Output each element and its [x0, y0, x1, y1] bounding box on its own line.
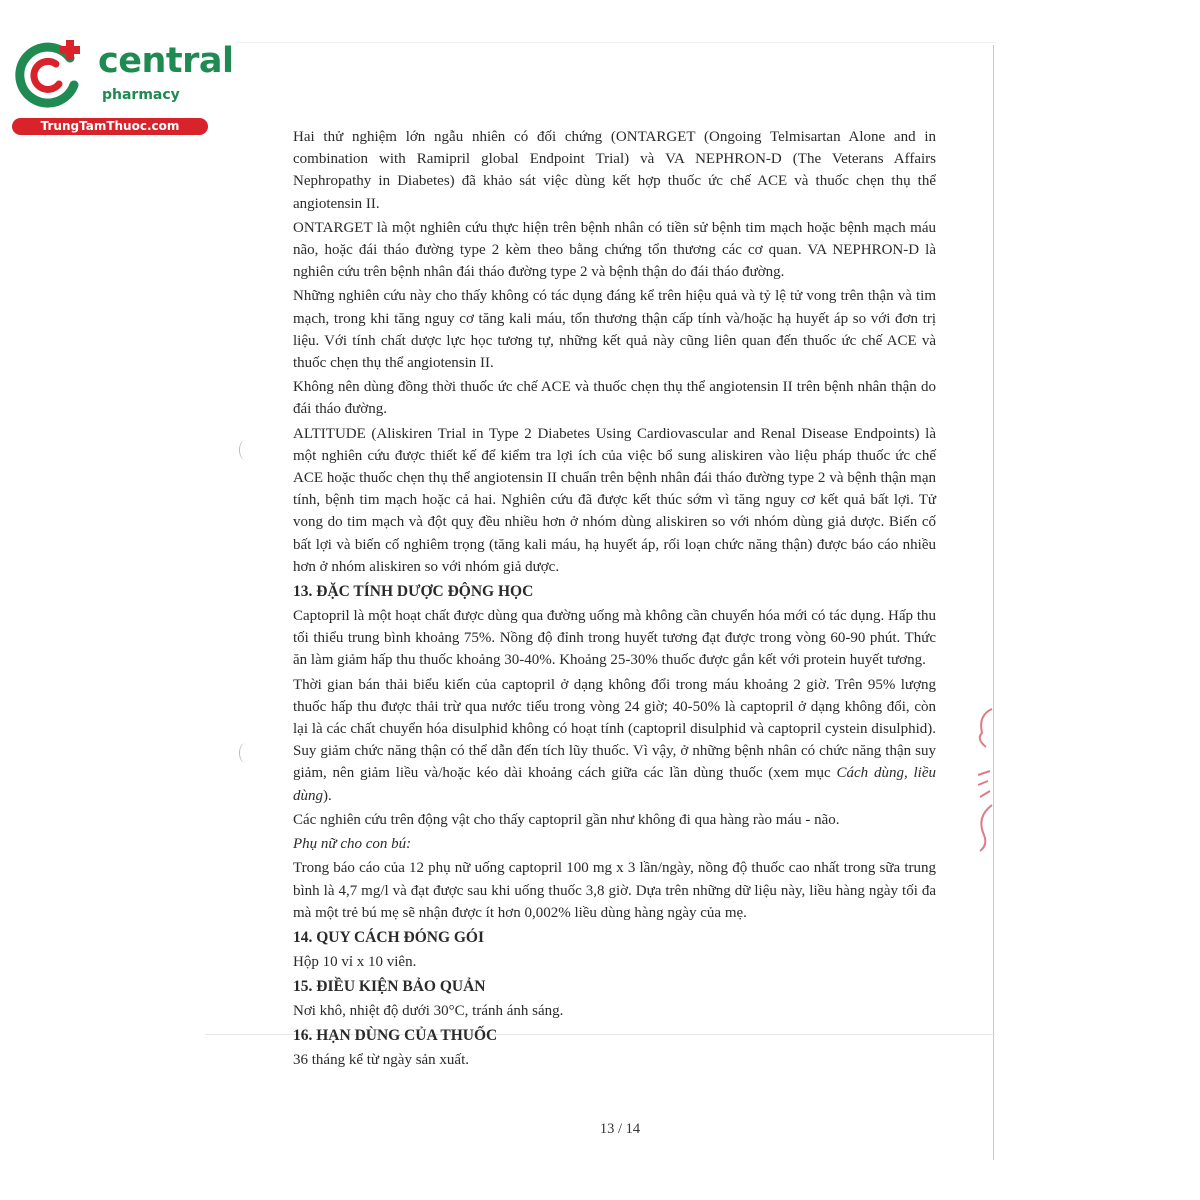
paragraph: ONTARGET là một nghiên cứu thực hiện trên bệnh nhân có tiền sử bệnh tim mạch hoặc bệnh mạch máu não, hoặc đái tháo đường type 2 kèm theo bằng chứng tổn thương các cơ quan. VA NEPHRON-D là nghiên cứu trên bệnh nhân đái tháo đường type 2 và bệnh thận do đái tháo đường.	[293, 219, 936, 281]
paragraph: Trong báo cáo của 12 phụ nữ uống captopril 100 mg x 3 lần/ngày, nồng độ thuốc cao nhất trong sữa trung bình là 4,7 mg/l và đạt được sau khi uống thuốc 3,8 giờ. Dựa trên những dữ liệu này, liều hàng ngày tối đa mà một trẻ bú mẹ sẽ nhận được ít hơn 0,002% liều dùng hàng ngày của mẹ.	[293, 860, 936, 921]
section-heading-16: 16. HẠN DÙNG CỦA THUỐC	[293, 1027, 498, 1045]
section-heading-13: 13. ĐẶC TÍNH DƯỢC ĐỘNG HỌC	[293, 583, 534, 601]
paragraph: Nơi khô, nhiệt độ dưới 30°C, tránh ánh sáng.	[293, 1003, 564, 1020]
logo-website: TrungTamThuoc.com	[12, 118, 208, 135]
paragraph: Hai thử nghiệm lớn ngẫu nhiên có đối chứng (ONTARGET (Ongoing Telmisartan Alone and in combination with Ramipril global Endpoint Trial) và VA NEPHRON-D (The Veterans Affairs Nephropathy in Diabetes) đã khảo sát việc dùng kết hợp thuốc ức chế ACE và thuốc chẹn thụ thể angiotensin II.	[293, 129, 936, 212]
paragraph: Những nghiên cứu này cho thấy không có tác dụng đáng kể trên hiệu quả và tỷ lệ tử vong trên thận và tim mạch, trong khi tăng nguy cơ tăng kali máu, tổn thương thận cấp tính và/hoặc hạ huyết áp so với đơn trị liệu. Với tính chất dược lực học tương tự, những kết quả này cũng liên quan đến thuốc ức chế ACE và thuốc chẹn thụ thể angiotensin II.	[293, 288, 936, 372]
section-heading-15: 15. ĐIỀU KIỆN BẢO QUẢN	[293, 978, 486, 996]
cross-reference: Cách dùng, liều dùng	[293, 765, 937, 804]
logo-subtitle: pharmacy	[102, 87, 180, 103]
section-heading-14: 14. QUY CÁCH ĐÓNG GÓI	[293, 928, 485, 946]
paragraph: ALTITUDE (Aliskiren Trial in Type 2 Diabetes Using Cardiovascular and Renal Disease Endpoints) là một nghiên cứu được thiết kế để kiểm tra lợi ích của việc bổ sung aliskiren vào liệu pháp thuốc ức chế ACE hoặc thuốc chẹn thụ thể angiotensin II chuẩn trên bệnh nhân đái tháo đường type 2 và bệnh thận mạn tính, bệnh tim mạch hoặc cả hai. Nghiên cứu đã được kết thúc sớm vì tăng nguy cơ kết quả bất lợi. Tử vong do tim mạch và đột quỵ đều nhiều hơn ở nhóm dùng aliskiren so với nhóm dùng giả dược. Biến cố bất lợi và biến cố nghiêm trọng (tăng kali máu, hạ huyết áp, rối loạn chức năng thận) được báo cáo nhiều hơn ở nhóm aliskiren so với nhóm giả dược.	[293, 425, 936, 575]
central-pharmacy-logo	[10, 38, 234, 138]
subheading: Phụ nữ cho con bú:	[293, 836, 412, 853]
stamp-fragment-icon	[972, 705, 994, 855]
paragraph: Không nên dùng đồng thời thuốc ức chế ACE và thuốc chẹn thụ thể angiotensin II trên bệnh nhân thận do đái tháo đường.	[293, 379, 936, 418]
document-body	[293, 126, 936, 1074]
page-number: 13 / 14	[599, 1121, 641, 1137]
punch-hole-icon	[239, 440, 252, 460]
paragraph: 36 tháng kể từ ngày sản xuất.	[293, 1052, 470, 1069]
paragraph	[293, 674, 936, 807]
paragraph-text: ).	[323, 787, 332, 804]
paragraph: Captopril là một hoạt chất được dùng qua đường uống mà không cần chuyển hóa mới có tác dụng. Hấp thu tối thiểu trung bình khoảng 75%. Nồng độ đỉnh trong huyết tương đạt được trong vòng 60-90 phút. Thức ăn làm giảm hấp thu thuốc khoảng 30-40%. Khoảng 25-30% thuốc được gắn kết với protein huyết tương.	[293, 608, 936, 669]
paragraph-text: Thời gian bán thải biểu kiến của captopril ở dạng không đổi trong máu khoảng 2 giờ. Trên 95% lượng thuốc hấp thu được thải trừ qua nước tiểu trong vòng 24 giờ; 40-50% là captopril ở dạng không đổi, còn lại là các chất chuyển hóa disulphid không có hoạt tính (captopril disulphid và captopril cystein disulphid). Suy giảm chức năng thận có thể dẫn đến tích lũy thuốc. Vì vậy, ở những bệnh nhân có chức năng thận suy giảm, nên giảm liều và/hoặc kéo dài khoảng cách giữa các lần dùng thuốc (xem mục	[293, 676, 936, 782]
page-edge	[993, 45, 994, 1160]
page-edge	[236, 42, 996, 43]
punch-hole-icon	[239, 743, 252, 763]
logo-name: central	[98, 41, 234, 81]
paragraph: Hộp 10 vỉ x 10 viên.	[293, 953, 417, 970]
paragraph: Các nghiên cứu trên động vật cho thấy captopril gần như không đi qua hàng rào máu - não.	[293, 811, 840, 828]
pharmacy-cross-icon	[12, 38, 86, 112]
